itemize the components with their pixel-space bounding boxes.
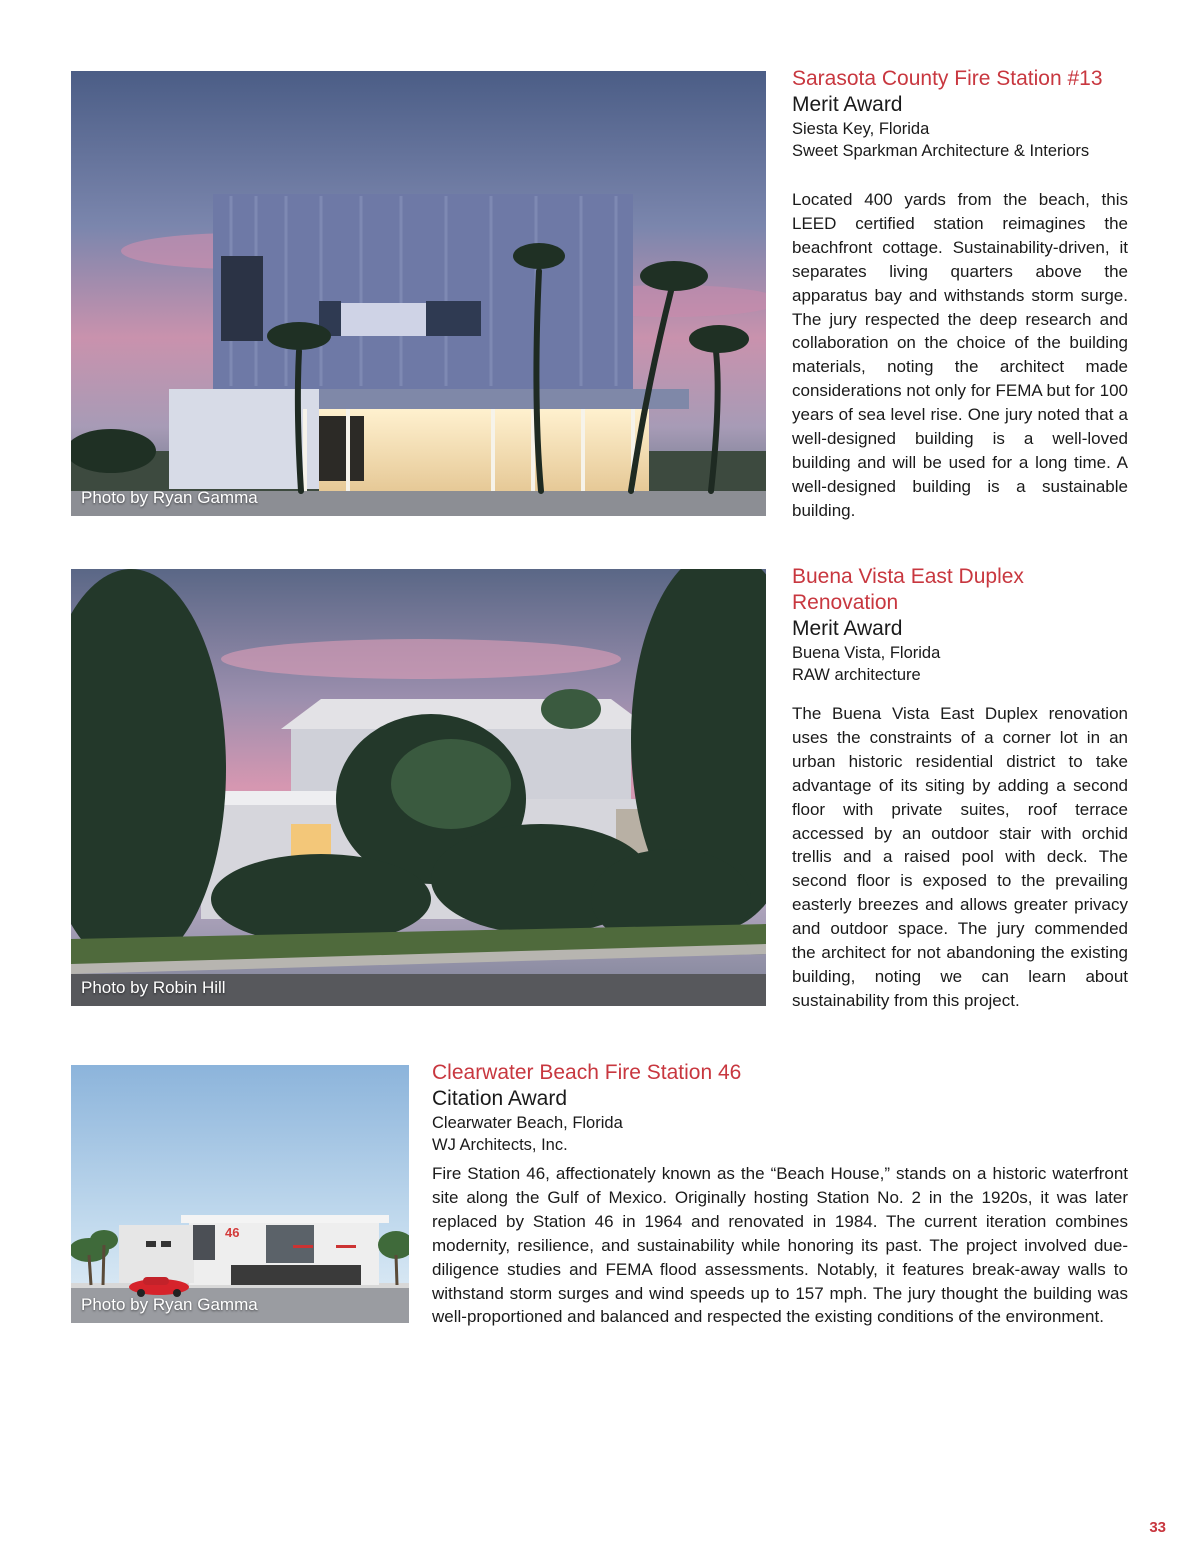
- project-location: Clearwater Beach, Florida: [432, 1114, 623, 1132]
- project-entry-sarasota: [792, 66, 1128, 523]
- project-architect: RAW architecture: [792, 666, 921, 684]
- photo-credit: Photo by Ryan Gamma: [81, 1295, 258, 1314]
- project-entry-buena-vista: [792, 564, 1128, 1013]
- photo-credit: Photo by Robin Hill: [81, 978, 226, 997]
- project-entry-clearwater: [432, 1060, 1128, 1329]
- project-architect: Sweet Sparkman Architecture & Interiors: [792, 142, 1090, 160]
- project-title: Clearwater Beach Fire Station 46: [432, 1061, 742, 1084]
- photo-sarasota-fire-station: [71, 71, 766, 516]
- project-location: Siesta Key, Florida: [792, 120, 930, 138]
- award-name: Citation Award: [432, 1087, 568, 1110]
- photo-credit: Photo by Ryan Gamma: [81, 488, 258, 507]
- project-architect: WJ Architects, Inc.: [432, 1136, 568, 1154]
- award-name: Merit Award: [792, 93, 903, 116]
- project-description: Located 400 yards from the beach, this LEED certified station reimagines the beachfront cottage. Sustainability-driven, it separates living quarters above the apparatus bay and withstands storm surge. The jury respected the deep research and collaboration on the choice of the building materials, noting the architect made considerations not only for FEMA but for 100 years of sea level rise. One jury noted that a well-designed building is a well-loved building and will be used for a long time. A well-designed building is a sustainable building.: [792, 190, 1128, 520]
- award-name: Merit Award: [792, 617, 903, 640]
- buena-vista-illustration: [71, 569, 766, 1006]
- photo-buena-vista-duplex: [71, 569, 766, 1006]
- project-description: Fire Station 46, affectionately known as the “Beach House,” stands on a historic waterfront site along the Gulf of Mexico. Originally hosting Station No. 2 in the 1920s, it was later replaced by Station 46 in 1964 and renovated in 1984. The current iteration combines modernity, resilience, and sustainability while honoring its past. The project involved due-diligence studies and FEMA flood assessments. Notably, it features break-away walls to withstand storm surges and wind speeds up to 157 mph. The jury thought the building was well-proportioned and balanced and respected the existing conditions of the environment.: [432, 1164, 1128, 1327]
- clearwater-station-illustration: [71, 1065, 409, 1323]
- project-title: Sarasota County Fire Station #13: [792, 67, 1103, 90]
- project-description: The Buena Vista East Duplex renovation uses the constraints of a corner lot in an urban historic residential district to take advantage of its siting by adding a second floor with private suites, roof terrace accessed by an outdoor stair with orchid trellis and a raised pool with deck. The second floor is exposed to the prevailing easterly breezes and allows greater privacy and outdoor space. The jury commended the architect for not abandoning the existing building, noting we can learn about sustainability from this project.: [792, 704, 1128, 1010]
- photo-clearwater-fire-station: [71, 1065, 409, 1323]
- sarasota-station-illustration: [71, 71, 766, 516]
- project-location: Buena Vista, Florida: [792, 644, 941, 662]
- page-number: 33: [1149, 1519, 1166, 1536]
- station-number-sign: 46: [225, 1225, 240, 1240]
- project-title: Buena Vista East Duplex Renovation: [792, 565, 1024, 614]
